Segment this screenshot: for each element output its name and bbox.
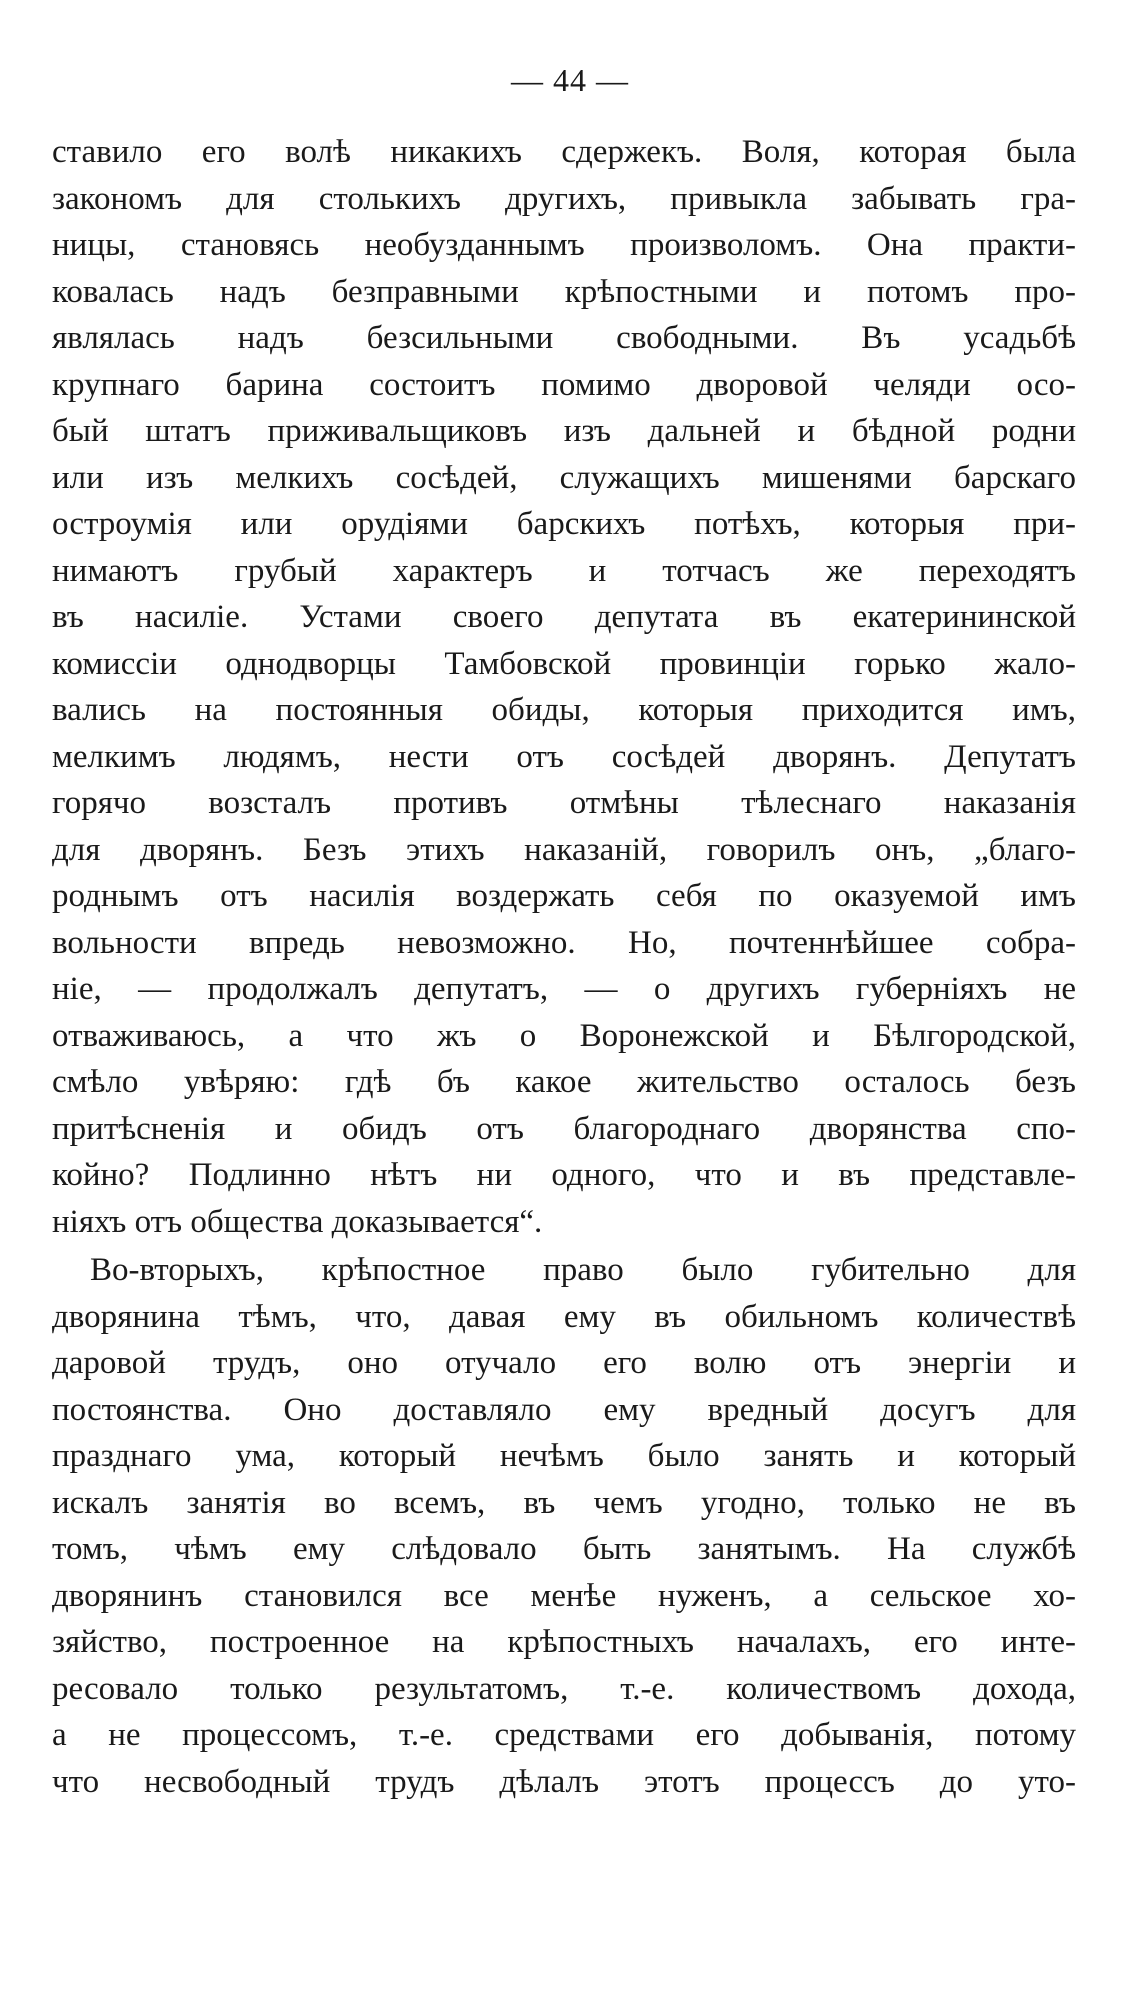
text-line: ницы, становясь необузданнымъ произволомъ. Она практи- bbox=[52, 227, 1076, 263]
text-line: ніе, — продолжалъ депутатъ, — о другихъ губерніяхъ не bbox=[52, 971, 1076, 1007]
text-line: или изъ мелкихъ сосѣдей, служащихъ мишенями барскаго bbox=[52, 459, 1076, 496]
text-line: являлась надъ безсильными свободными. Въ усадьбѣ bbox=[52, 320, 1076, 356]
text-line: а не процессомъ, т.-е. средствами его добыванія, потому bbox=[52, 1717, 1076, 1753]
text-line: въ насиліе. Устами своего депутата въ екатерининской bbox=[52, 599, 1076, 635]
text-line: нимаютъ грубый характеръ и тотчасъ же переходятъ bbox=[52, 552, 1076, 589]
text-line: искалъ занятія во всемъ, въ чемъ угодно, только не въ bbox=[52, 1484, 1076, 1521]
text-line: вольности впредь невозможно. Но, почтеннѣйшее собра- bbox=[52, 924, 1076, 961]
text-line: остроумія или орудіями барскихъ потѣхъ, которыя при- bbox=[52, 506, 1076, 542]
text-line: для дворянъ. Безъ этихъ наказаній, говорилъ онъ, „благо- bbox=[52, 831, 1076, 868]
text-line: дворянинъ становился все менѣе нуженъ, а сельское хо- bbox=[52, 1577, 1076, 1614]
text-line: зяйство, построенное на крѣпостныхъ началахъ, его инте- bbox=[52, 1624, 1076, 1660]
text-line: что несвободный трудъ дѣлалъ этотъ процессъ до уто- bbox=[52, 1763, 1076, 1800]
text-line: комиссіи однодворцы Тамбовской провинціи горько жало- bbox=[52, 645, 1076, 682]
text-line: мелкимъ людямъ, нести отъ сосѣдей дворянъ. Депутатъ bbox=[52, 738, 1076, 775]
text-line: отваживаюсь, а что жъ о Воронежской и Бѣлгородской, bbox=[52, 1017, 1076, 1054]
text-line: томъ, чѣмъ ему слѣдовало быть занятымъ. На службѣ bbox=[52, 1531, 1076, 1567]
text-line: ніяхъ отъ общества доказывается“. bbox=[52, 1203, 543, 1240]
text-line: горячо возсталъ противъ отмѣны тѣлеснаго наказанія bbox=[52, 785, 1076, 821]
text-line: смѣло увѣряю: гдѣ бъ какое жительство осталось безъ bbox=[52, 1064, 1076, 1100]
text-line: постоянства. Оно доставляло ему вредный досугъ для bbox=[52, 1391, 1076, 1428]
text-line: ресовало только результатомъ, т.-е. количествомъ дохода, bbox=[52, 1670, 1076, 1707]
text-line: даровой трудъ, оно отучало его волю отъ энергіи и bbox=[52, 1345, 1076, 1381]
paragraph-2 bbox=[52, 1247, 1076, 1805]
text-line: вались на постоянныя обиды, которыя приходится имъ, bbox=[52, 692, 1076, 728]
text-line: крупнаго барина состоитъ помимо дворовой челяди осо- bbox=[52, 366, 1076, 403]
text-line: койно? Подлинно нѣтъ ни одного, что и въ представле- bbox=[52, 1157, 1076, 1193]
page-number: — 44 — bbox=[511, 62, 629, 98]
text-line: бый штатъ приживальщиковъ изъ дальней и бѣдной родни bbox=[52, 413, 1076, 449]
text-line: закономъ для столькихъ другихъ, привыкла забывать гра- bbox=[52, 180, 1076, 217]
text-line: дворянина тѣмъ, что, давая ему въ обильномъ количествѣ bbox=[52, 1298, 1076, 1335]
text-line: роднымъ отъ насилія воздержать себя по оказуемой имъ bbox=[52, 878, 1076, 914]
text-line: Во-вторыхъ, крѣпостное право было губительно для bbox=[90, 1252, 1076, 1288]
text-line: притѣсненія и обидъ отъ благороднаго дворянства спо- bbox=[52, 1110, 1076, 1147]
text-line: ставило его волѣ никакихъ сдержекъ. Воля, которая была bbox=[52, 134, 1076, 170]
text-line: ковалась надъ безправными крѣпостными и потомъ про- bbox=[52, 273, 1076, 310]
paragraph-1 bbox=[52, 129, 1076, 1245]
text-line: празднаго ума, который нечѣмъ было занять и который bbox=[52, 1438, 1076, 1474]
